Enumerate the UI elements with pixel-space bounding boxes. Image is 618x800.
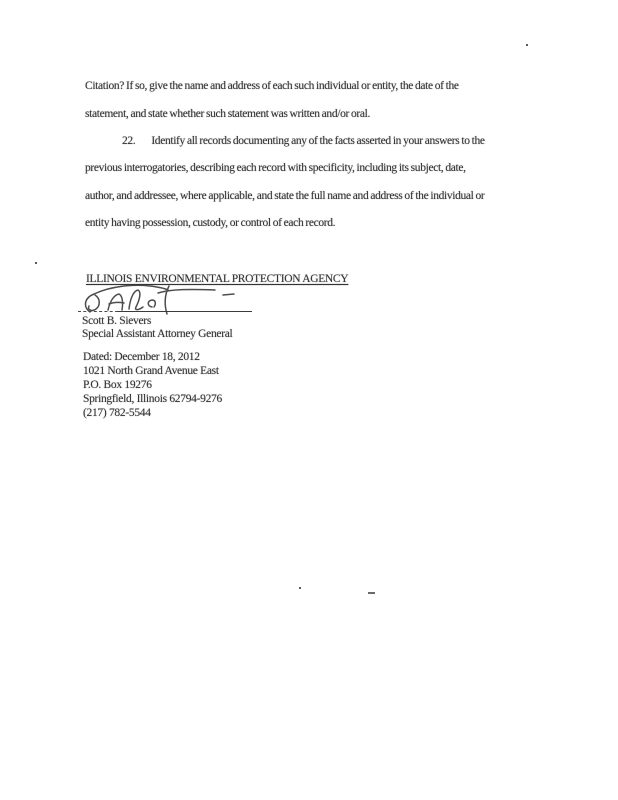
address-po-box: P.O. Box 19276: [83, 379, 152, 391]
interrogatory-22-line-3: author, and addressee, where applicable, and state the full name and address of the individual or: [85, 189, 485, 202]
interrogatory-22-text: Identify all records documenting any of the facts asserted in your answers to the: [151, 135, 485, 147]
scan-speck-bottom-dash: [368, 592, 375, 594]
phone-number: (217) 782-5544: [83, 407, 151, 419]
scan-speck-top-right: [526, 44, 528, 46]
signature-line-dotted-segment: [78, 311, 118, 312]
address-city-state-zip: Springfield, Illinois 62794-9276: [83, 393, 222, 405]
address-street: 1021 North Grand Avenue East: [83, 365, 219, 377]
interrogatory-22-line-4: entity having possession, custody, or control of each record.: [85, 216, 336, 229]
scan-speck-left-margin: [35, 262, 37, 264]
interrogatory-22-line-1: [85, 135, 485, 147]
signature-line: [118, 311, 252, 312]
signer-name: Scott B. Sievers: [82, 315, 151, 327]
agency-name-heading: ILLINOIS ENVIRONMENTAL PROTECTION AGENCY: [86, 273, 349, 285]
scan-speck-bottom-dot: [299, 587, 301, 589]
dated-line: Dated: December 18, 2012: [83, 351, 200, 363]
signature-icon: [76, 280, 241, 318]
paragraph-continuation-line-1: Citation? If so, give the name and address of each such individual or entity, the date of the: [85, 80, 459, 92]
interrogatory-22-line-2: previous interrogatories, describing each record with specificity, including its subject, date,: [85, 162, 466, 174]
signer-title: Special Assistant Attorney General: [82, 327, 233, 340]
paragraph-continuation-line-2: statement, and state whether such statement was written and/or oral.: [85, 107, 370, 120]
interrogatory-number: 22.: [122, 135, 136, 147]
